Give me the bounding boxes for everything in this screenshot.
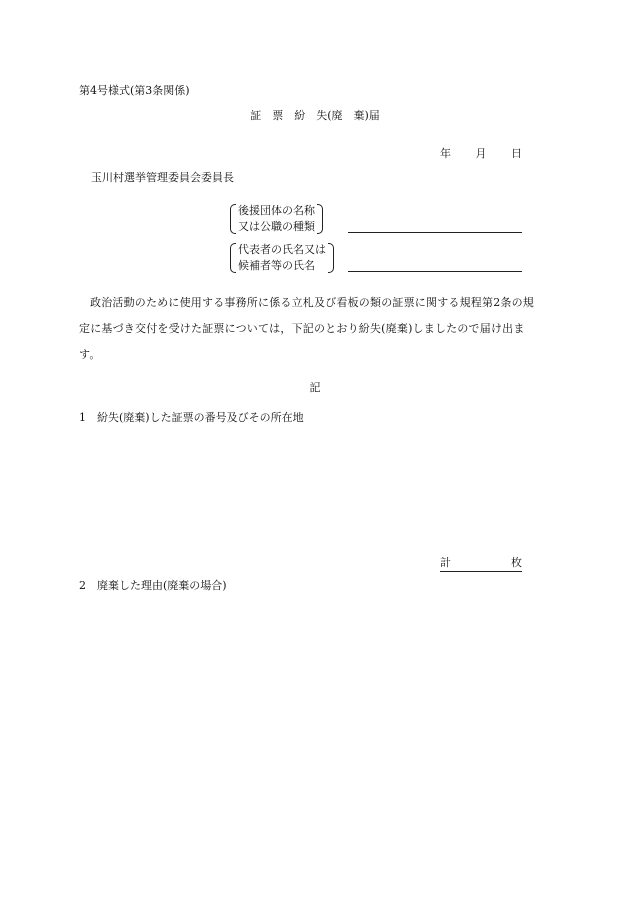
- total-suffix: 枚: [511, 556, 522, 569]
- group-name-label-line1: 後援団体の名称: [238, 204, 315, 217]
- group-name-input-line[interactable]: [348, 232, 522, 233]
- total-prefix: 計: [440, 556, 451, 569]
- representative-name-field[interactable]: [230, 242, 334, 274]
- ki-heading: 記: [309, 381, 321, 394]
- representative-name-label-line1: 代表者の氏名又は: [238, 243, 326, 256]
- item-2-heading: 2 廃棄した理由(廃棄の場合): [79, 579, 227, 592]
- group-name-label: [230, 203, 323, 235]
- representative-name-label: [230, 242, 334, 274]
- total-count-line[interactable]: [440, 554, 522, 572]
- addressee: 玉川村選挙管理委員会委員長: [91, 171, 234, 184]
- form-number: 第4号様式(第3条関係): [79, 84, 190, 97]
- date-year-label: 年: [440, 147, 451, 160]
- document-title: 証 票 紛 失(廃 棄)届: [250, 109, 380, 122]
- representative-name-label-line2: 候補者等の氏名: [238, 259, 315, 272]
- body-paragraph: 政治活動のために使用する事務所に係る立札及び看板の類の証票に関する規程第2条の規定に基づき交付を受けた証票については，下記のとおり紛失(廃棄)しましたので届け出ます。: [79, 296, 534, 361]
- representative-name-input-line[interactable]: [348, 271, 522, 272]
- group-name-label-line2: 又は公職の種類: [238, 220, 315, 233]
- item-1-heading: 1 紛失(廃棄)した証票の番号及びその所在地: [79, 411, 304, 424]
- date-day-label: 日: [511, 147, 522, 160]
- date-month-label: 月: [475, 147, 487, 160]
- group-name-field[interactable]: [230, 203, 323, 235]
- date-line: [440, 145, 522, 161]
